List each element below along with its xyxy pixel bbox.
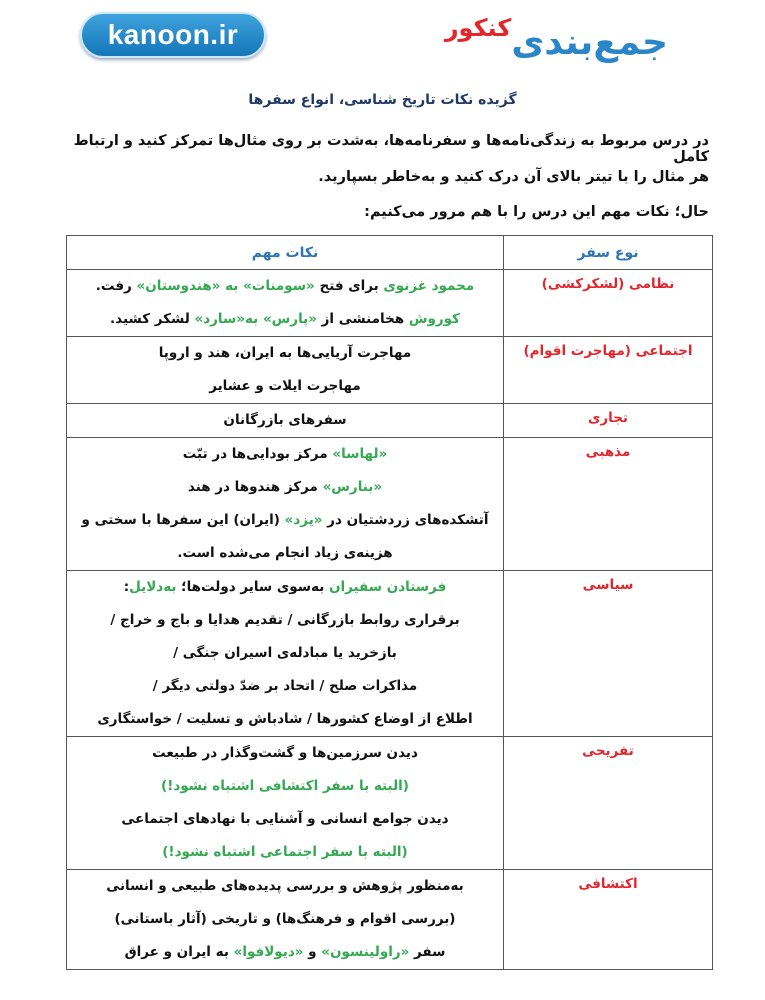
note-line: [67, 870, 503, 903]
table-row: [67, 571, 713, 737]
highlighted-text: (البته با سفر اجتماعی اشتباه نشود!): [162, 844, 408, 860]
note-line: [67, 571, 503, 604]
note-text: رفت.: [95, 278, 137, 294]
travel-type: تفریحی: [504, 737, 713, 870]
note-text: دیدن سرزمین‌ها و گشت‌وگذار در طبیعت: [152, 745, 418, 761]
note-text: و: [303, 944, 322, 960]
table-row: [67, 870, 713, 970]
table-row: [67, 270, 713, 337]
notes-cell: [67, 337, 504, 404]
table-row: [67, 337, 713, 404]
note-line: [67, 438, 503, 471]
note-line: [67, 803, 503, 836]
intro-line-3: حال؛ نکات مهم این درس را با هم مرور می‌کنیم:: [364, 204, 709, 220]
logo-accent-text: کنکور: [444, 14, 512, 42]
note-text: هزینه‌ی زیاد انجام می‌شده است.: [177, 545, 393, 561]
note-text: بازخرید یا مبادله‌ی اسیران جنگی /: [173, 645, 397, 661]
highlighted-text: «دیولافوا»: [233, 944, 304, 960]
note-text: مهاجرت آریایی‌ها به ایران، هند و اروپا: [158, 345, 412, 361]
note-text: (ایران) این سفرها با سختی و: [81, 512, 285, 528]
header-notes: نکات مهم: [67, 236, 504, 270]
note-text: برای فتح: [314, 278, 384, 294]
note-line: [67, 836, 503, 869]
notes-cell: [67, 404, 504, 438]
notes-cell: [67, 438, 504, 571]
note-line: [67, 737, 503, 770]
table-row: [67, 737, 713, 870]
travel-type: نظامی (لشکرکشی): [504, 270, 713, 337]
intro-line-1: در درس مربوط به زندگی‌نامه‌ها و سفرنامه‌ها، به‌شدت بر روی مثال‌ها تمرکز کنید و ارتباط کامل: [73, 133, 709, 165]
table-row: [67, 404, 713, 438]
travel-types-table: [66, 235, 713, 970]
notes-cell: [67, 870, 504, 970]
intro-line-2: هر مثال را با تیتر بالای آن درک کنید و به‌خاطر بسپارید.: [318, 169, 709, 185]
note-text: (بررسی اقوام و فرهنگ‌ها) و تاریخی (آثار باستانی): [114, 911, 456, 927]
highlighted-text: «بنارس»: [322, 479, 383, 495]
highlighted-text: «پارس» به«سارد»: [194, 311, 317, 327]
note-line: [67, 504, 503, 537]
travel-type: سیاسی: [504, 571, 713, 737]
highlighted-text: فرستادن سفیران: [328, 579, 447, 595]
note-text: مهاجرت ایلات و عشایر: [209, 378, 361, 394]
note-line: [67, 370, 503, 403]
note-text: برقراری روابط بازرگانی / تقدیم هدایا و باج و خراج /: [110, 612, 460, 628]
table-header-row: [67, 236, 713, 270]
note-text: اطلاع از اوضاع کشورها / شادباش و تسلیت / خواستگاری: [97, 711, 473, 727]
note-line: [67, 604, 503, 637]
highlighted-text: به‌دلایل: [129, 579, 177, 595]
note-text: به‌سوی سایر دولت‌ها؛: [176, 579, 329, 595]
highlighted-text: محمود غزنوی: [383, 278, 475, 294]
note-text: هخامنشی از: [316, 311, 409, 327]
header-type: نوع سفر: [504, 236, 713, 270]
highlighted-text: «سومنات» به «هندوستان»: [136, 278, 315, 294]
note-line: [67, 637, 503, 670]
travel-type: تجاری: [504, 404, 713, 438]
note-text: مرکز بودایی‌ها در تبّت: [182, 446, 333, 462]
note-line: [67, 770, 503, 803]
note-line: [67, 471, 503, 504]
page-title: گزیده نکات تاریخ شناسی، انواع سفرها: [248, 92, 517, 108]
note-line: [67, 404, 503, 437]
note-text: مذاکرات صلح / اتحاد بر ضدّ دولتی دیگر /: [152, 678, 418, 694]
note-line: [67, 270, 503, 303]
note-text: مرکز هندوها در هند: [187, 479, 323, 495]
travel-type: اجتماعی (مهاجرت اقوام): [504, 337, 713, 404]
note-line: [67, 936, 503, 969]
note-line: [67, 670, 503, 703]
note-line: [67, 337, 503, 370]
note-line: [67, 303, 503, 336]
note-text: آتشکده‌های زردشتیان در: [322, 512, 489, 528]
note-text: به ایران و عراق: [124, 944, 234, 960]
travel-type: اکتشافی: [504, 870, 713, 970]
highlighted-text: «یزد»: [284, 512, 323, 528]
note-text: لشکر کشید.: [110, 311, 195, 327]
kanoon-logo: kanoon.ir: [80, 12, 266, 58]
notes-cell: [67, 737, 504, 870]
note-text: سفر: [409, 944, 446, 960]
table-row: [67, 438, 713, 571]
note-line: [67, 537, 503, 570]
highlighted-text: «لهاسا»: [332, 446, 388, 462]
note-line: [67, 703, 503, 736]
note-text: دیدن جوامع انسانی و آشنایی با نهادهای اجتماعی: [121, 811, 449, 827]
highlighted-text: (البته با سفر اکتشافی اشتباه نشود!): [161, 778, 409, 794]
note-text: به‌منظور پژوهش و بررسی پدیده‌های طبیعی و انسانی: [106, 878, 464, 894]
travel-type: مذهبی: [504, 438, 713, 571]
jambandi-konkur-logo: [436, 10, 668, 68]
highlighted-text: «راولینسون»: [321, 944, 410, 960]
note-text: سفرهای بازرگانان: [223, 412, 347, 428]
highlighted-text: کوروش: [408, 311, 460, 327]
note-line: [67, 903, 503, 936]
note-text: :: [123, 579, 130, 595]
notes-cell: [67, 270, 504, 337]
notes-cell: [67, 571, 504, 737]
logo-main-text: جمع‌بندی: [511, 22, 668, 63]
